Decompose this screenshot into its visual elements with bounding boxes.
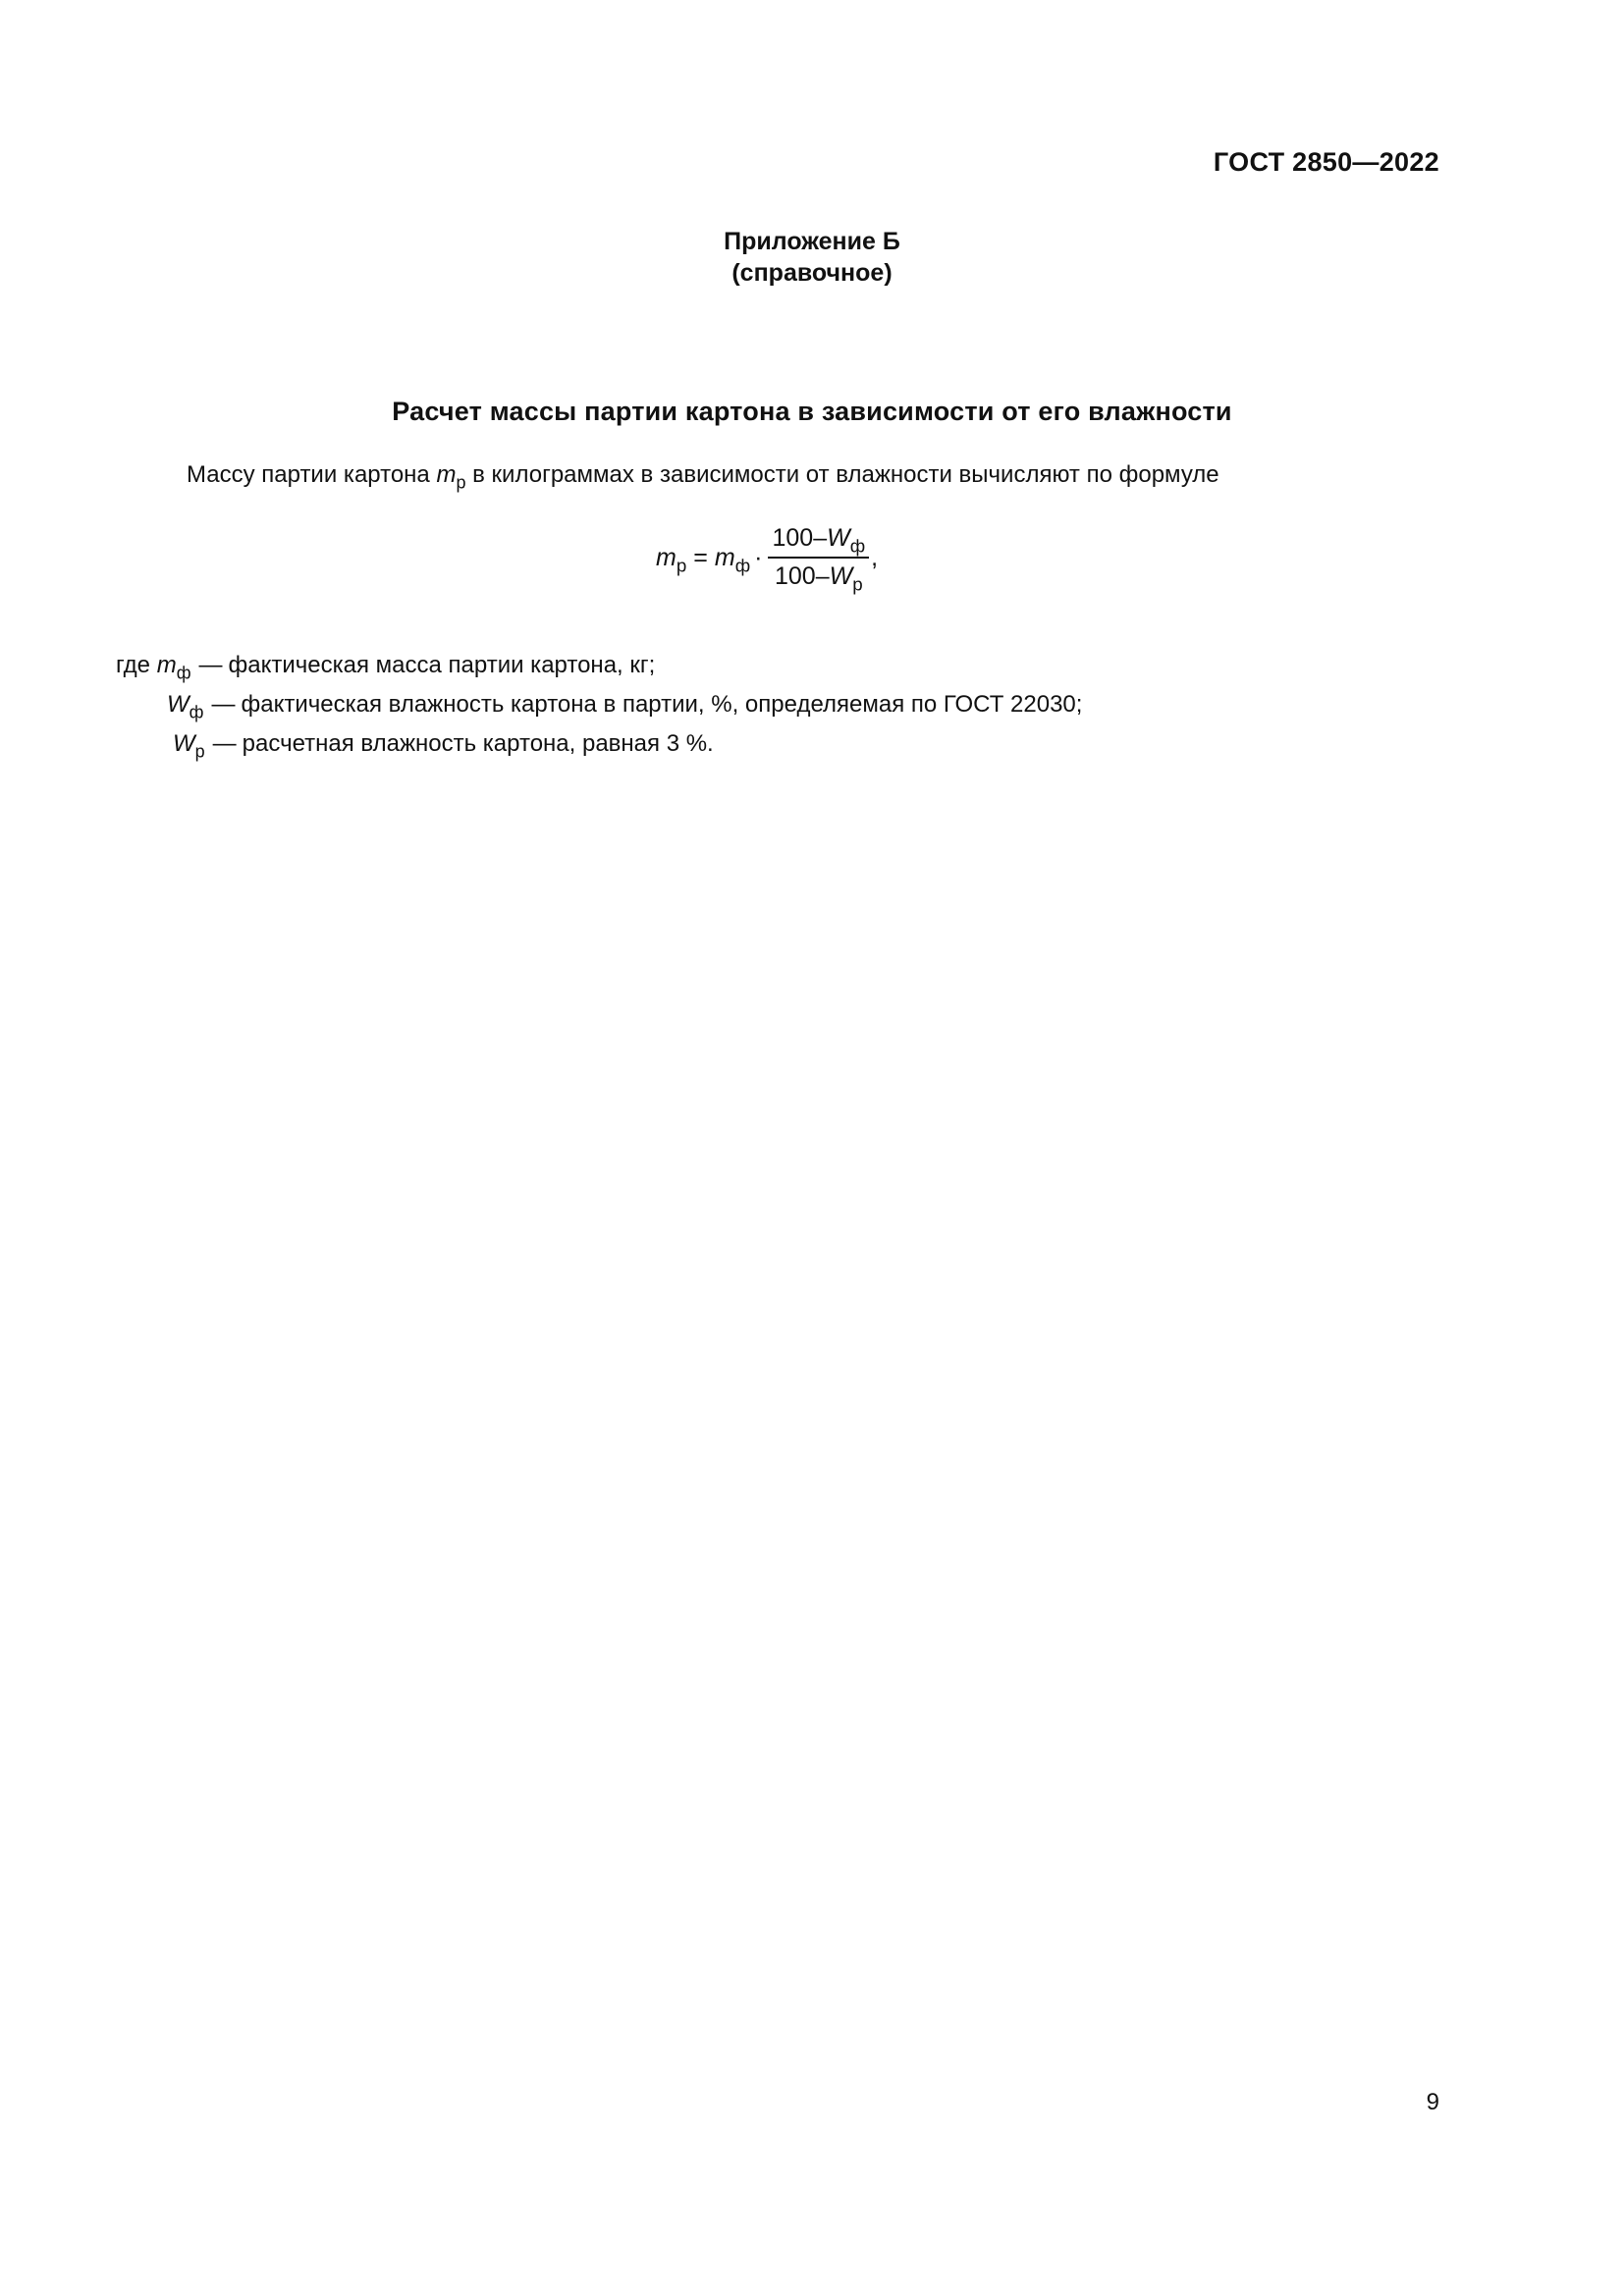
mass-formula: [656, 518, 878, 597]
formula-lhs-var: m: [656, 543, 677, 571]
formula-factor: [714, 543, 751, 576]
where-description: фактическая масса партии картона, кг;: [228, 652, 656, 678]
page-number: 9: [1426, 2089, 1439, 2115]
where-variable-subscript: ф: [189, 702, 204, 722]
where-dash: —: [212, 730, 237, 757]
formula-factor-sub: ф: [734, 555, 751, 576]
where-dash: —: [211, 691, 236, 718]
denominator-minus: –: [815, 562, 830, 590]
where-variable-subscript: р: [194, 741, 205, 762]
denominator-sub: р: [852, 573, 863, 595]
formula-fraction: [768, 524, 869, 595]
intro-variable: m: [436, 461, 457, 488]
where-dash: —: [198, 652, 223, 678]
where-variable-subscript: ф: [176, 663, 191, 683]
section-title: Расчет массы партии картона в зависимости от его влажности: [392, 397, 1232, 426]
where-variable: W: [167, 691, 189, 718]
formula-factor-var: m: [714, 543, 735, 571]
where-description: расчетная влажность картона, равная 3 %.: [242, 730, 714, 757]
where-description: фактическая влажность картона в партии, %, определяемая по ГОСТ 22030;: [241, 691, 1083, 718]
where-item: [116, 652, 656, 683]
where-variable: W: [173, 730, 195, 757]
intro-text-before: Массу партии картона: [187, 461, 437, 488]
intro-paragraph: [187, 461, 1219, 493]
where-variable: m: [156, 652, 177, 678]
formula-lhs-sub: р: [676, 555, 687, 576]
document-code: ГОСТ 2850—2022: [1213, 147, 1439, 177]
formula-lhs: [656, 543, 687, 576]
numerator-minus: –: [813, 524, 828, 552]
denominator-constant: 100: [774, 562, 816, 590]
where-item: [167, 691, 1083, 722]
numerator-constant: 100: [772, 524, 814, 552]
annex-subtitle: (справочное): [731, 259, 893, 287]
intro-text-after: в килограммах в зависимости от влажности вычисляют по формуле: [465, 461, 1219, 488]
numerator-sub: ф: [849, 535, 866, 557]
denominator-var: W: [829, 562, 853, 590]
formula-numerator: [768, 524, 869, 559]
where-item: [173, 730, 714, 762]
intro-variable-subscript: р: [456, 472, 466, 493]
formula-trailing-comma: ,: [871, 543, 879, 571]
formula-denominator: [771, 559, 867, 595]
formula-equals: =: [693, 543, 708, 571]
annex-title: Приложение Б: [724, 228, 900, 255]
formula-multiply-dot: ·: [754, 543, 763, 571]
numerator-var: W: [827, 524, 850, 552]
where-prefix: где: [116, 652, 157, 678]
